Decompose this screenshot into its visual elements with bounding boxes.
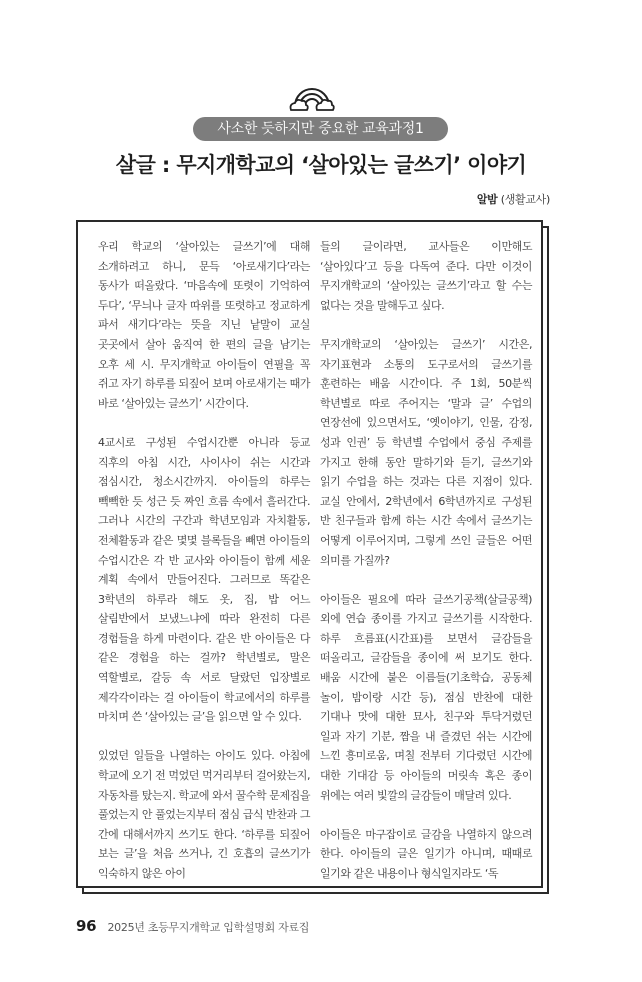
article-left-column: [98, 237, 310, 903]
paragraph: 아이들은 마구잡이로 글감을 나열하지 않으려 한다. 아이들의 글은 일기가 아니며, 때때로 일기와 같은 내용이나 형식일지라도 ‘독: [320, 827, 532, 880]
paragraph: 무지개학교의 ‘살아있는 글쓰기’ 시간은, 자기표현과 소통의 도구로서의 글쓰기를 훈련하는 배움 시간이다. 주 1회, 50분씩 학년별로 따로 주어지는 ‘말과 글’ 수업의 연장선에 있으면서도, ‘옛이야기, 인물, 감정, 성과 인권’ 등 학년별 수업에서 중심 주제를 가지고 한해 동안 말하기와 듣기, 글쓰기와 읽기 수업을 하는 것과는 다른 지점이 있다. 교실 안에서, 2학년에서 6학년까지로 구성된 반 친구들과 함께 하는 시간 속에서 글쓰기는 어떻게 이루어지며, 그렇게 쓰인 글들은 어떤 의미를 가질까?: [320, 337, 532, 567]
section-banner: 사소한 듯하지만 중요한 교육과정1: [193, 117, 448, 141]
author-line: [477, 191, 550, 207]
paragraph: 들의 글이라면, 교사들은 이만해도 ‘살아있다’고 등을 다독여 준다. 다만 이것이 무지개학교의 ‘살아있는 글쓰기’라고 할 수는 없다는 것을 말해두고 싶다.: [320, 240, 532, 312]
page-number: 96: [76, 917, 97, 935]
article-title: 살글 : 무지개학교의 ‘살아있는 글쓰기’ 이야기: [115, 153, 527, 177]
article-right-column: [320, 237, 532, 903]
paragraph: 아이들은 필요에 따라 글쓰기공책(살글공책) 외에 연습 종이를 가지고 글쓰기를 시작한다. 하루 흐름표(시간표)를 보면서 글감들을 떠올리고, 글감들을 종이에 써 보기도 한다. 배움 시간에 붙은 이름들(기초학습, 공동체 놀이, 밤이랑 시간 등), 점심 반찬에 대한 기대나 맛에 대한 묘사, 친구와 투닥거렸던 일과 자기 기분, 짬을 내 즐겼던 쉬는 시간에 느낀 흥미로움, 며칠 전부터 기다렸던 시간에 대한 기대감 등 아이들의 머릿속 혹은 종이 위에는 여러 빛깔의 글감들이 매달려 있다.: [320, 592, 532, 802]
paragraph: 있었던 일들을 나열하는 아이도 있다. 아침에 학교에 오기 전 먹었던 먹거리부터 걸어왔는지, 자동차를 탔는지. 학교에 와서 꿀수학 문제집을 풀었는지 안 풀었는지부터 점심 급식 반찬과 그 간에 대해서까지 쓰기도 한다. ‘하루를 되짚어 보는 글’을 처음 쓰거나, 긴 호흡의 글쓰기가 익숙하지 않은 아이: [98, 749, 310, 880]
paragraph: 4교시로 구성된 수업시간뿐 아니라 등교 직후의 아침 시간, 사이사이 쉬는 시간과 점심시간, 청소시간까지. 아이들의 하루는 빽빽한 듯 성근 듯 짜인 흐름 속에서 흘러간다. 그러나 시간의 구간과 학년모임과 자치활동, 전체활동과 같은 몇몇 블록들을 빼면 아이들의 수업시간은 각 반 교사와 아이들이 함께 세운 계획 속에서 만들어진다. 그러므로 똑같은 3학년의 하루라 해도 옷, 집, 밥 어느 살림반에서 보냈느냐에 따라 완전히 다른 경험들을 하게 마련이다. 같은 반 아이들은 다 같은 경험을 하는 걸까? 학년별로, 말은 역할별로, 갈등 속 서로 달랐던 입장별로 제각각이라는 걸 아이들이 학교에서의 하루를 마치며 쓴 ‘살아있는 글’을 읽으면 알 수 있다.: [98, 435, 310, 724]
publication-title: 2025년 초등무지개학교 입학설명회 자료집: [107, 921, 310, 934]
author-role: (생활교사): [500, 193, 550, 206]
page-footer: [76, 917, 309, 935]
article-box: [76, 220, 543, 888]
paragraph: 우리 학교의 ‘살아있는 글쓰기’에 대해 소개하려고 하니, 문득 ‘아로새기다’라는 동사가 떠올랐다. ‘마음속에 또렷이 기억하여 두다’, ‘무늬나 글자 따위를 또렷하고 정교하게 파서 새기다’라는 뜻을 지닌 낱말이 교실 곳곳에서 살아 움직여 한 편의 글을 남기는 오후 세 시. 무지개학교 아이들이 연필을 꼭 쥐고 자기 하루를 되짚어 보며 아로새기는 때가 바로 ‘살아있는 글쓰기’ 시간이다.: [98, 240, 310, 410]
author-name: 알밤: [476, 193, 498, 206]
rainbow-cloud-icon: [288, 84, 336, 112]
